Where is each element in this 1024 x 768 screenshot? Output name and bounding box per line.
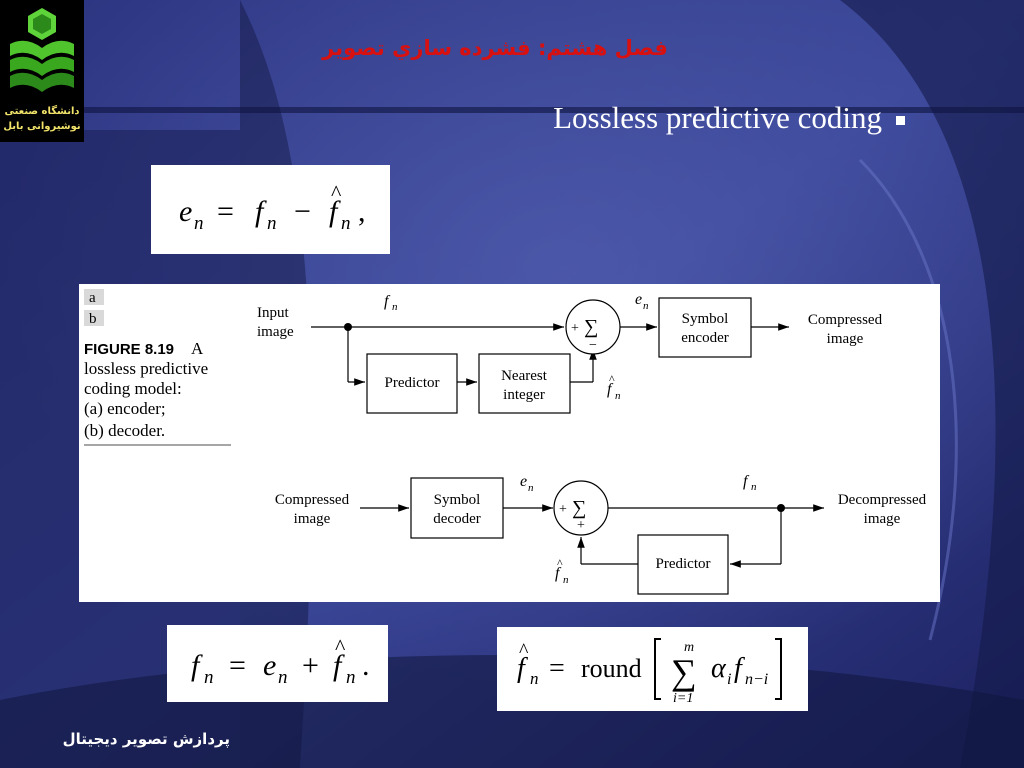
encoder-sigma: ∑ [584,316,599,338]
eq-subscript: n [341,213,351,234]
decoder-output-label: Decompressed [837,492,927,508]
encoder-sum-plus: + [571,321,579,336]
figure-number: FIGURE 8.19 [84,341,175,358]
decoder-en-sub: n [528,482,534,494]
eq-function: round [581,654,642,683]
eq-subscript: n [530,669,539,688]
eq-subscript: n [267,213,277,234]
equation-prediction-error [151,165,390,254]
encoder-predictor-label: Predictor [384,375,440,391]
eq-subscript: n [204,667,214,688]
decoder-sum-plus: + [559,502,567,517]
decoder-input-label: Compressed [274,492,350,508]
nearest-integer-label: Nearest [501,368,547,384]
symbol-encoder-label: Symbol [681,311,729,327]
panel-label-b: b [89,311,97,327]
encoder-sum-minus: − [589,338,597,353]
sum-upper-limit: m [684,640,695,655]
encoder-fn-label: f [384,293,389,310]
figure-predictive-coding-model [79,284,940,602]
eq-hat: ^ [335,634,346,659]
decoder-fhat-hat: ^ [557,556,563,570]
bullet-icon [896,116,905,125]
encoder-en-label: e [635,291,643,308]
decoder-fn-label: f [743,473,748,490]
university-name-line-2: نوشیروانی بابل [3,121,81,132]
eq-hat: ^ [519,640,529,662]
caption-line: coding model: [84,379,182,398]
equation-reconstruction [167,625,388,702]
equation-prediction [497,627,808,711]
eq-symbol: f [255,195,264,228]
decoder-fhat-label: f [555,565,560,582]
eq-operator: + [302,649,319,682]
eq-punctuation: , [358,195,366,228]
decoder-sum-plus: + [577,518,585,533]
decoder-sigma: ∑ [572,497,587,519]
left-bracket [655,639,661,699]
eq-symbol: f [191,649,200,682]
eq-symbol: f [517,653,525,684]
eq-operator: − [294,195,311,228]
decoder-predictor-label: Predictor [655,556,711,572]
heading-text: Lossless predictive coding [553,100,882,135]
university-name-line-1: دانشگاه صنعتی [4,106,80,117]
eq-symbol: f [333,649,342,682]
book-emblem-icon [0,0,84,104]
eq-symbol: e [263,649,277,682]
eq-subscript: n [346,667,356,688]
encoder-en-sub: n [643,300,649,312]
caption-line: lossless predictive [84,359,209,378]
eq-operator: = [549,653,565,684]
slide-title: فصل هشتم: فشرده سازي تصوير [322,36,668,60]
encoder-output-label: Compressed [807,312,883,328]
decoder-fn-sub: n [751,481,757,493]
encoder-fhat-sub: n [615,390,621,402]
encoder-output-label: image [826,331,864,347]
caption-line: A [191,339,204,358]
eq-subscript: n [194,213,204,234]
sum-lower-limit: i=1 [673,691,694,706]
eq-subscript: n−i [745,671,769,688]
eq-symbol: e [179,195,193,228]
eq-hat: ^ [331,180,342,205]
encoder-fhat-label: f [607,381,612,398]
symbol-encoder-label: encoder [681,330,729,346]
decoder-input-label: image [293,511,331,527]
section-heading [400,100,905,136]
eq-operator: = [229,649,246,682]
eq-operator: = [217,195,234,228]
caption-line: (b) decoder. [84,421,166,440]
university-name [0,104,84,134]
caption-line: (a) encoder; [84,399,166,418]
symbol-encoder-box [659,298,751,357]
eq-subscript: i [727,671,732,688]
eq-symbol: f [734,653,742,684]
eq-symbol: α [711,653,726,684]
decoder-output-label: image [863,511,901,527]
nearest-integer-label: integer [503,387,545,403]
panel-label-a: a [89,290,96,306]
eq-subscript: n [278,667,288,688]
right-bracket [775,639,781,699]
footer-course-title: پردازش تصوير ديجيتال [62,730,230,748]
symbol-decoder-label: decoder [433,511,481,527]
university-logo [0,0,84,142]
encoder-fhat-hat: ^ [609,372,615,386]
sum-sigma: ∑ [671,652,697,692]
symbol-decoder-box [411,478,503,538]
encoder-input-label: image [257,324,294,340]
decoder-en-label: e [520,473,528,490]
eq-symbol: f [329,195,338,228]
encoder-input-label: Input [257,305,289,321]
symbol-decoder-label: Symbol [433,492,481,508]
decoder-fhat-sub: n [563,574,569,586]
eq-punctuation: . [362,649,370,682]
encoder-fn-sub: n [392,301,398,313]
